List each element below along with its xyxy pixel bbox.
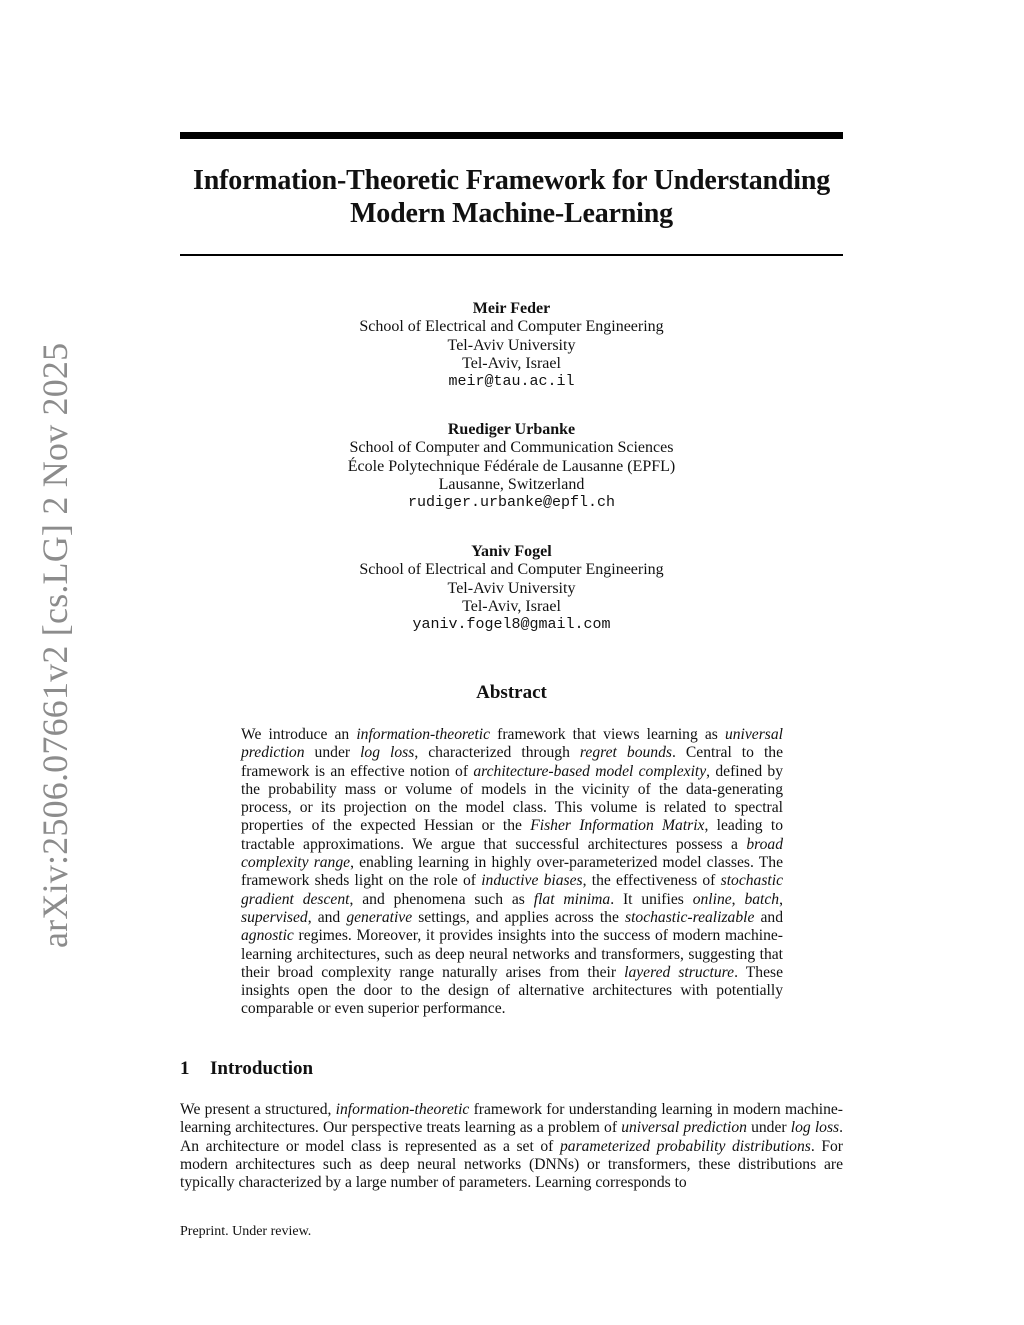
italic-term: log loss [360, 744, 415, 762]
author-affiliation: School of Electrical and Computer Engineering [359, 318, 664, 336]
author-affiliation: Tel-Aviv University [447, 579, 576, 597]
author-affiliation: École Polytechnique Fédérale de Lausanne (EPFL) [347, 457, 676, 475]
italic-term: universal prediction [621, 1119, 747, 1137]
italic-term: layered structure [624, 963, 735, 981]
italic-term: supervised [241, 908, 308, 926]
introduction-body: We present a structured, information-theoretic framework for understanding learning in modern machine-learning architectures. Our perspective treats learning as a problem of universal prediction under log loss. An architecture or model class is represented as a set of parameterized probability distributions. For modern architectures such as deep neural networks (DNNs) or transformers, these distributions are typically characterized by a large number of parameters. Learning corresponds to [180, 1101, 844, 1192]
author-block-3 [180, 543, 843, 634]
author-name: Meir Feder [472, 300, 551, 317]
title-line-2: Modern Machine-Learning [350, 198, 673, 229]
italic-term: broad complexity range [241, 835, 783, 872]
italic-term: log loss [790, 1119, 840, 1137]
italic-term: parameterized probability distributions [559, 1137, 811, 1155]
author-affiliation: Tel-Aviv University [447, 336, 576, 354]
section-title: Introduction [210, 1058, 314, 1079]
italic-term: stochastic gradient descent [241, 872, 783, 908]
italic-term: information-theoretic [335, 1101, 470, 1118]
author-affiliation: School of Computer and Communication Sciences [349, 439, 674, 457]
italic-term: batch [744, 890, 780, 908]
author-email: rudiger.urbanke@epfl.ch [407, 494, 616, 512]
section-heading [180, 1058, 313, 1080]
title-bottom-rule [180, 254, 843, 256]
preprint-footer: Preprint. Under review. [180, 1224, 312, 1239]
italic-term: information-theoretic [356, 726, 491, 743]
author-affiliation: Lausanne, Switzerland [438, 475, 585, 493]
author-name: Ruediger Urbanke [447, 421, 576, 438]
italic-term: stochastic-realizable [625, 908, 755, 926]
author-block-2 [180, 421, 843, 512]
author-affiliation: School of Electrical and Computer Engineering [359, 561, 664, 579]
author-affiliation: Tel-Aviv, Israel [462, 597, 561, 615]
title-top-rule [180, 132, 843, 139]
abstract-heading: Abstract [476, 682, 547, 703]
abstract-body: We introduce an information-theoretic framework that views learning as universal prediction under log loss, characterized through regret bounds. Central to the framework is an effective notion of architecture-based model complexity, defined by the probability mass or volume of models in the vicinity of the data-generating process, or its projection on the model class. This volume is related to spectral properties of the expected Hessian or the Fisher Information Matrix, leading to tractable approximations. We argue that successful architectures possess a broad complexity range, enabling learning in highly over-parameterized model classes. The framework sheds light on the role of inductive biases, the effectiveness of stochastic gradient descent, and phenomena such as flat minima. It unifies online, batch, supervised, and generative settings, and applies across the stochastic-realizable and agnostic regimes. Moreover, it provides insights into the success of modern machine-learning architectures, such as deep neural networks and transformers, suggesting that their broad complexity range naturally arises from their layered structure. These insights open the door to the design of alternative architectures with potentially comparable or even superior performance. [241, 726, 784, 1018]
author-email: yaniv.fogel8@gmail.com [412, 616, 611, 634]
italic-term: Fisher Information Matrix [530, 817, 705, 835]
author-block-1 [180, 300, 843, 391]
italic-term: inductive biases [481, 872, 583, 890]
author-email: meir@tau.ac.il [448, 373, 575, 391]
title-line-1: Information-Theoretic Framework for Understanding [193, 165, 830, 196]
italic-term: agnostic [241, 927, 294, 945]
paper-title [180, 164, 843, 230]
italic-term: regret bounds [579, 744, 672, 762]
italic-term: flat minima [533, 890, 611, 908]
author-name: Yaniv Fogel [471, 543, 552, 560]
italic-term: online [692, 890, 732, 908]
section-number: 1 [180, 1058, 190, 1079]
italic-term: universal prediction [241, 726, 783, 762]
arxiv-identifier: arXiv:2506.07661v2 [cs.LG] 2 Nov 2025 [35, 342, 75, 948]
italic-term: generative [346, 908, 413, 926]
italic-term: architecture-based model complexity [473, 762, 707, 780]
author-affiliation: Tel-Aviv, Israel [462, 354, 561, 372]
